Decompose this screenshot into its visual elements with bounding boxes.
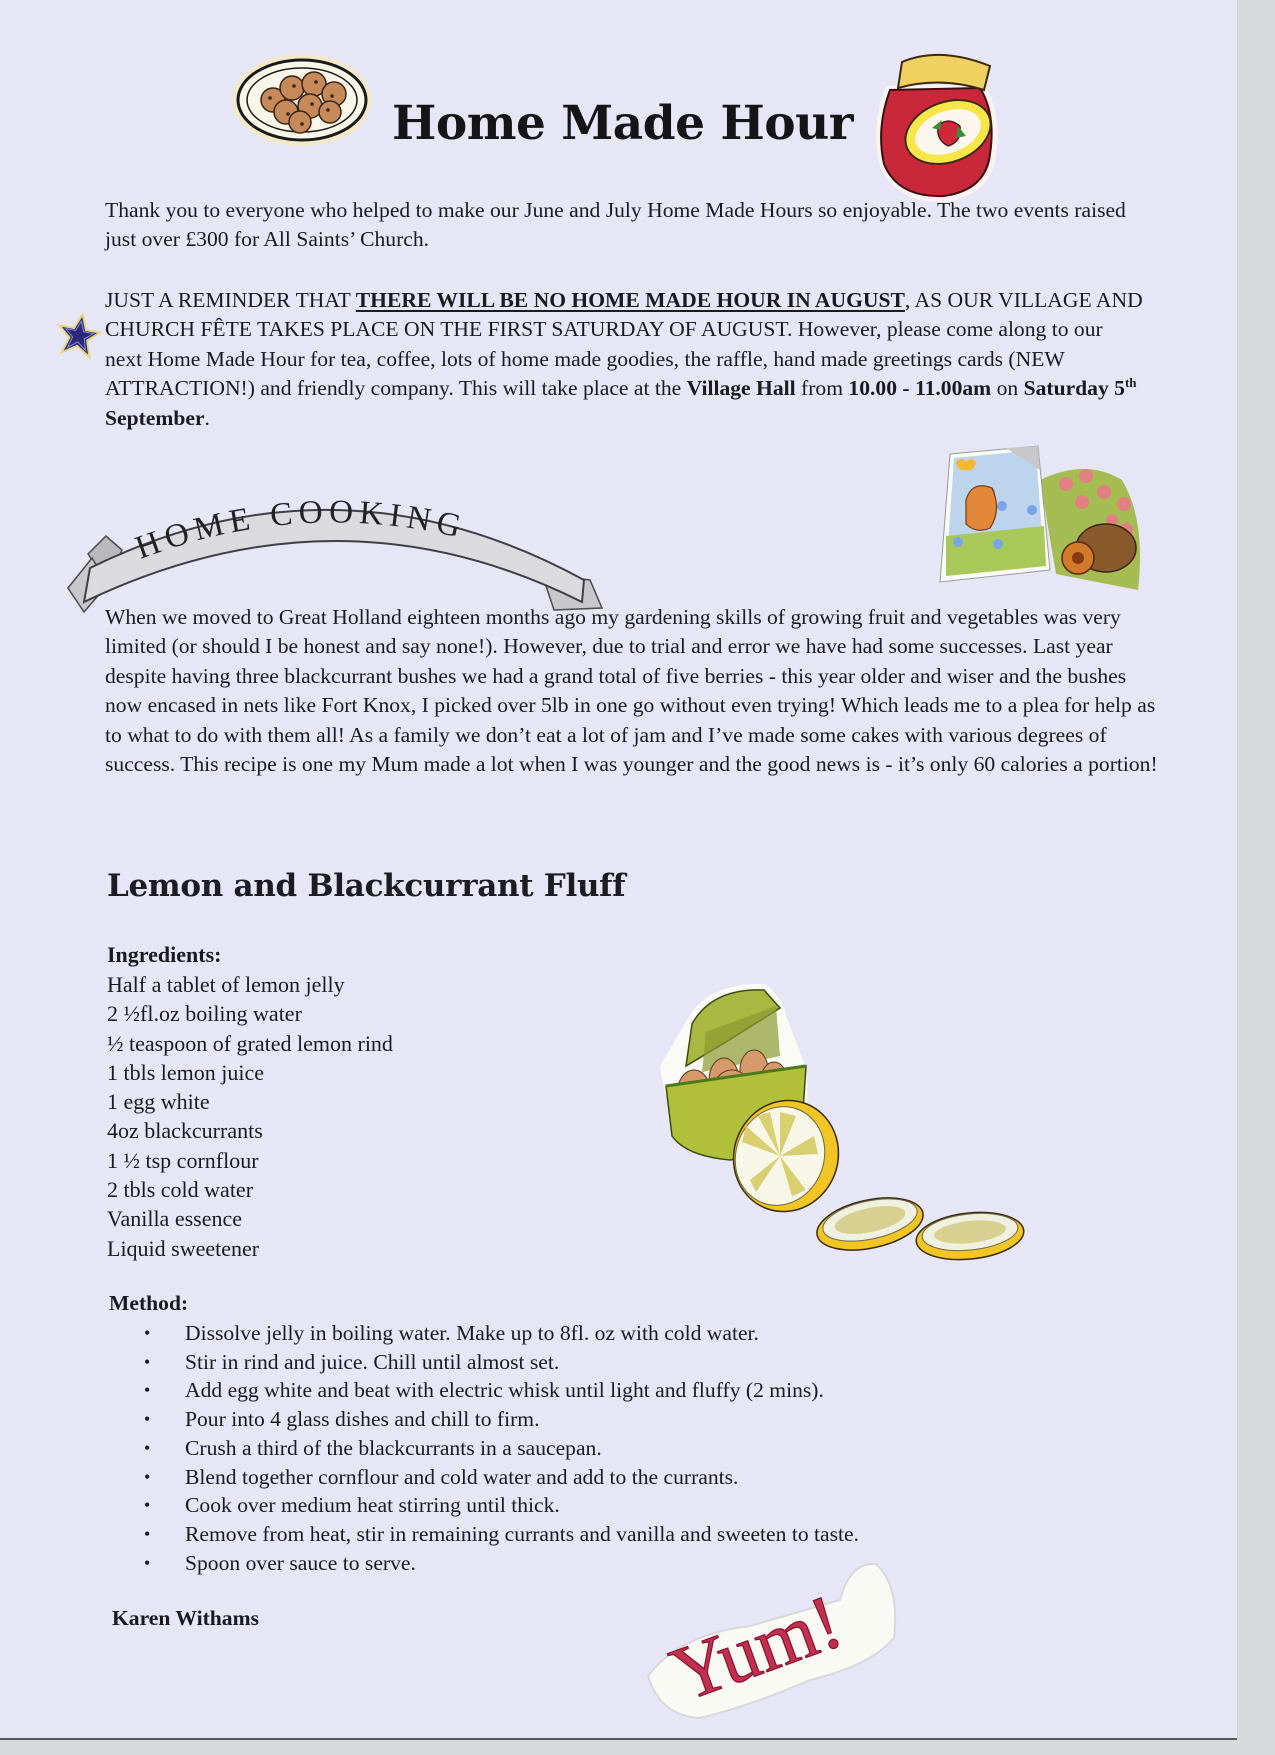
home-cooking-banner — [62, 484, 614, 614]
event-time: 10.00 - 11.00am — [848, 376, 992, 401]
page-title: Home Made Hour — [392, 96, 854, 151]
plate-of-cookies-icon — [228, 48, 376, 150]
reminder-from: from — [795, 376, 849, 401]
method-step: • Cook over medium heat stirring until thick. — [140, 1491, 859, 1520]
method-step: • Remove from heat, stir in remaining currants and vanilla and sweeten to taste. — [140, 1520, 859, 1549]
reminder-end: . — [204, 405, 210, 430]
method-step: • Add egg white and beat with electric whisk until light and fluffy (2 mins). — [140, 1376, 859, 1405]
method-step: • Spoon over sauce to serve. — [140, 1549, 859, 1578]
star-icon — [54, 312, 100, 358]
reminder-paragraph — [105, 286, 1145, 433]
yum-text: Yum! — [660, 1576, 853, 1718]
ingredient-item: 4oz blackcurrants — [107, 1118, 263, 1144]
banner-text: HOME COOKING — [130, 494, 471, 567]
thank-you-paragraph: Thank you to everyone who helped to make our June and July Home Made Hours so enjoyable. The two events raised just over £300 for All Saints’ Church. — [105, 198, 1126, 252]
egg-box-and-lemon-icon — [646, 976, 1066, 1266]
reminder-emphasis: THERE WILL BE NO HOME MADE HOUR IN AUGUST — [355, 288, 905, 312]
method-step: • Dissolve jelly in boiling water. Make up to 8fl. oz with cold water. — [140, 1319, 859, 1348]
reminder-rest: , AS OUR VILLAGE AND CHURCH FÊTE TAKES PLACE ON THE FIRST SATURDAY OF AUGUST. However, please come along to our next Home Made Hour for tea, coffee, lots of home made goodies, the raffle, hand made greetings cards (NEW ATTRACTION!) and friendly company. This will take place at the — [105, 288, 1143, 401]
yum-sticker — [640, 1556, 900, 1726]
event-month: September — [105, 405, 205, 430]
event-day: Saturday 5 — [1023, 376, 1125, 401]
ingredient-item: Half a tablet of lemon jelly — [107, 972, 345, 997]
method-list — [140, 1319, 859, 1577]
ingredient-item: 2 ½fl.oz boiling water — [107, 1001, 302, 1027]
greetings-cards-icon — [936, 440, 1151, 605]
ingredient-item: Liquid sweetener — [107, 1235, 260, 1261]
ingredients-list — [107, 970, 393, 1263]
author-name: Karen Withams — [112, 1606, 259, 1630]
reminder-on: on — [991, 376, 1024, 401]
story-paragraph: When we moved to Great Holland eighteen months ago my gardening skills of growing fruit and vegetables was very limited (or should I be honest and say none!). However, due to trial and error we have had some successes. Last year despite having three blackcurrant bushes we had a grand total of five berries - this year older and wiser and the bushes now encased in nets like Fort Knox, I picked over 5lb in one go without even trying! Which leads me to a plea for help as to what to do with them all! As a family we don’t eat a lot of jam and I’ve made some cakes with various degrees of success. This recipe is one my Mum made a lot when I was younger and the good news is - it’s only 60 calories a portion! — [105, 605, 1158, 777]
venue: Village Hall — [686, 376, 796, 401]
strawberry-jam-jar-icon — [866, 46, 1004, 206]
ingredient-item: 1 egg white — [107, 1089, 210, 1115]
recipe-title: Lemon and Blackcurrant Fluff — [107, 868, 626, 904]
ingredient-item: Vanilla essence — [107, 1206, 242, 1232]
ingredient-item: ½ teaspoon of grated lemon rind — [107, 1030, 393, 1056]
reminder-lead: JUST A REMINDER THAT — [105, 288, 356, 312]
method-step: • Crush a third of the blackcurrants in a saucepan. — [140, 1434, 859, 1463]
method-step: • Stir in rind and juice. Chill until almost set. — [140, 1348, 859, 1377]
ingredient-item: 2 tbls cold water — [107, 1177, 254, 1203]
method-step: • Blend together cornflour and cold water and add to the currants. — [140, 1463, 859, 1492]
method-heading: Method: — [109, 1291, 189, 1315]
event-day-suffix: th — [1124, 375, 1137, 391]
ingredient-item: 1 tbls lemon juice — [107, 1059, 265, 1085]
ingredient-item: 1 ½ tsp cornflour — [107, 1147, 259, 1173]
ingredients-heading: Ingredients: — [107, 942, 222, 967]
method-step: • Pour into 4 glass dishes and chill to firm. — [140, 1405, 859, 1434]
